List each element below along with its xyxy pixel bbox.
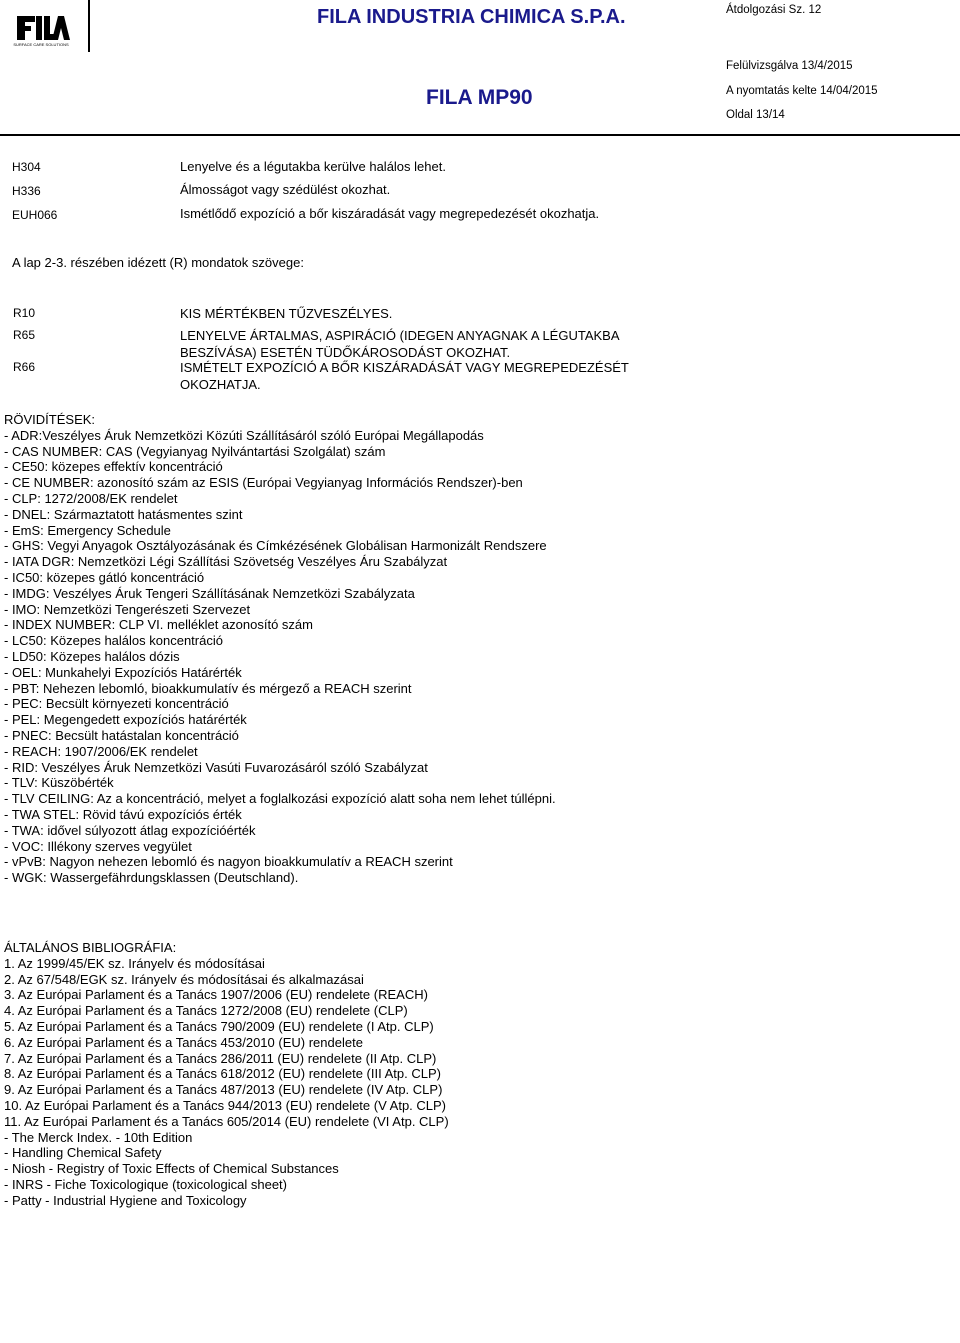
hazard-code: EUH066 (12, 208, 58, 222)
r-text-line: LENYELVE ÁRTALMAS, ASPIRÁCIÓ (IDEGEN ANYAGNAK A LÉGUTAKBA (180, 328, 620, 343)
abbreviation-item: - PEC: Becsült környezeti koncentráció (4, 696, 229, 712)
abbreviation-item: - TWA: idővel súlyozott átlag expozícióérték (4, 822, 256, 838)
company-name: FILA INDUSTRIA CHIMICA S.P.A. (317, 6, 626, 28)
abbreviation-item: - TLV: Küszöbérték (4, 775, 114, 791)
r-code: R66 (13, 360, 36, 374)
abbreviation-item: - ADR:Veszélyes Áruk Nemzetközi Közúti Szállításáról szóló Európai Megállapodás (4, 427, 484, 443)
revision-number: Átdolgozási Sz. 12 (726, 4, 822, 16)
fila-logo (0, 0, 80, 60)
product-name: FILA MP90 (426, 86, 533, 109)
abbreviation-item: - LD50: Közepes halálos dózis (4, 648, 180, 664)
logo-divider (88, 0, 90, 52)
abbreviation-item: - CE NUMBER: azonosító szám az ESIS (Európai Vegyianyag Információs Rendszer)-ben (4, 475, 523, 491)
abbreviation-item: - IMO: Nemzetközi Tengerészeti Szervezet (4, 601, 251, 617)
abbreviation-item: - CAS NUMBER: CAS (Vegyianyag Nyilvántartási Szolgálat) szám (4, 443, 386, 459)
svg-text:SURFACE CARE SOLUTIONS: SURFACE CARE SOLUTIONS (13, 42, 69, 47)
bibliography-item: 5. Az Európai Parlament és a Tanács 790/2009 (EU) rendelete (I Atp. CLP) (4, 1018, 434, 1034)
r-code: R65 (13, 328, 36, 342)
bibliography-section (4, 940, 449, 1209)
abbreviation-item: - REACH: 1907/2006/EK rendelet (4, 743, 198, 759)
r-text-line: BESZÍVÁSA) ESETÉN TÜDŐKÁROSODÁST OKOZHAT. (180, 345, 511, 360)
bibliography-item: 1. Az 1999/45/EK sz. Irányelv és módosításai (4, 955, 265, 971)
hazard-code: H304 (12, 160, 41, 174)
bibliography-item: - INRS - Fiche Toxicologique (toxicological sheet) (4, 1176, 287, 1192)
abbreviation-item: - PEL: Megengedett expozíciós határérték (4, 712, 247, 728)
r-text (180, 359, 629, 393)
r-text-line: ISMÉTELT EXPOZÍCIÓ A BŐR KISZÁRADÁSÁT VAGY MEGREPEDEZÉSÉT (180, 360, 629, 375)
page-header (0, 0, 960, 138)
bibliography-item: 7. Az Európai Parlament és a Tanács 286/2011 (EU) rendelete (II Atp. CLP) (4, 1050, 437, 1066)
abbreviation-item: - TLV CEILING: Az a koncentráció, melyet a foglalkozási expozíció alatt soha nem lehet túllépni. (4, 791, 556, 807)
abbreviation-item: - PBT: Nehezen lebomló, bioakkumulatív és mérgező a REACH szerint (4, 680, 412, 696)
print-date: A nyomtatás kelte 14/04/2015 (726, 85, 878, 97)
abbreviation-item: - DNEL: Származtatott hatásmentes szint (4, 506, 243, 522)
abbreviation-item: - WGK: Wassergefährdungsklassen (Deutschland). (4, 870, 299, 886)
abbreviation-item: - IATA DGR: Nemzetközi Légi Szállítási Szövetség Veszélyes Áru Szabályzat (4, 554, 448, 570)
hazard-text: Ismétlődő expozíció a bőr kiszáradását vagy megrepedezését okozhatja. (180, 206, 600, 221)
header-rule (0, 134, 960, 136)
review-date: Felülvizsgálva 13/4/2015 (726, 60, 853, 72)
abbreviations-title: RÖVIDÍTÉSEK: (4, 412, 96, 427)
bibliography-title: ÁLTALÁNOS BIBLIOGRÁFIA: (4, 940, 177, 955)
bibliography-item: 2. Az 67/548/EGK sz. Irányelv és módosításai és alkalmazásai (4, 971, 364, 987)
page-number: Oldal 13/14 (726, 109, 785, 121)
abbreviation-item: - GHS: Vegyi Anyagok Osztályozásának és Címkézésének Globálisan Harmonizált Rendszere (4, 538, 547, 554)
r-code: R10 (13, 306, 36, 320)
fila-logo-icon (0, 0, 80, 60)
abbreviation-item: - INDEX NUMBER: CLP VI. melléklet azonosító szám (4, 617, 313, 633)
hazard-text: Lenyelve és a légutakba kerülve halálos lehet. (180, 159, 446, 174)
r-text-line: OKOZHATJA. (180, 377, 261, 392)
abbreviation-item: - EmS: Emergency Schedule (4, 522, 171, 538)
abbreviation-item: - CLP: 1272/2008/EK rendelet (4, 490, 178, 506)
abbreviations-section (4, 412, 556, 886)
bibliography-item: - The Merck Index. - 10th Edition (4, 1129, 193, 1145)
abbreviation-item: - VOC: Illékony szerves vegyület (4, 838, 192, 854)
hazard-text: Álmosságot vagy szédülést okozhat. (180, 182, 391, 197)
r-text-line: KIS MÉRTÉKBEN TŰZVESZÉLYES. (180, 306, 393, 321)
abbreviation-item: - LC50: Közepes halálos koncentráció (4, 633, 223, 649)
abbreviation-item: - RID: Veszélyes Áruk Nemzetközi Vasúti Fuvarozásáról szóló Szabályzat (4, 759, 428, 775)
abbreviation-item: - vPvB: Nagyon nehezen lebomló és nagyon bioakkumulatív a REACH szerint (4, 854, 453, 870)
r-section-title: A lap 2-3. részében idézett (R) mondatok szövege: (12, 255, 304, 270)
bibliography-item: - Niosh - Registry of Toxic Effects of Chemical Substances (4, 1161, 339, 1177)
bibliography-item: - Patty - Industrial Hygiene and Toxicology (4, 1192, 247, 1208)
r-text (180, 305, 392, 322)
bibliography-item: 10. Az Európai Parlament és a Tanács 944/2013 (EU) rendelete (V Atp. CLP) (4, 1097, 447, 1113)
abbreviation-item: - IMDG: Veszélyes Áruk Tengeri Szállításának Nemzetközi Szabályzata (4, 585, 415, 601)
bibliography-item: 11. Az Európai Parlament és a Tanács 605/2014 (EU) rendelete (VI Atp. CLP) (4, 1113, 449, 1129)
abbreviation-item: - CE50: közepes effektív koncentráció (4, 459, 223, 475)
hazard-code: H336 (12, 184, 41, 198)
abbreviation-item: - PNEC: Becsült hatástalan koncentráció (4, 727, 239, 743)
bibliography-item: 3. Az Európai Parlament és a Tanács 1907/2006 (EU) rendelete (REACH) (4, 987, 428, 1003)
bibliography-item: 8. Az Európai Parlament és a Tanács 618/2012 (EU) rendelete (III Atp. CLP) (4, 1066, 441, 1082)
bibliography-item: 6. Az Európai Parlament és a Tanács 453/2010 (EU) rendelete (4, 1034, 363, 1050)
abbreviation-item: - IC50: közepes gátló koncentráció (4, 569, 205, 585)
bibliography-item: - Handling Chemical Safety (4, 1145, 162, 1161)
abbreviation-item: - OEL: Munkahelyi Expozíciós Határérték (4, 664, 242, 680)
r-text (180, 327, 620, 361)
abbreviation-item: - TWA STEL: Rövid távú expozíciós érték (4, 806, 242, 822)
bibliography-item: 4. Az Európai Parlament és a Tanács 1272/2008 (EU) rendelete (CLP) (4, 1003, 408, 1019)
bibliography-item: 9. Az Európai Parlament és a Tanács 487/2013 (EU) rendelete (IV Atp. CLP) (4, 1082, 443, 1098)
